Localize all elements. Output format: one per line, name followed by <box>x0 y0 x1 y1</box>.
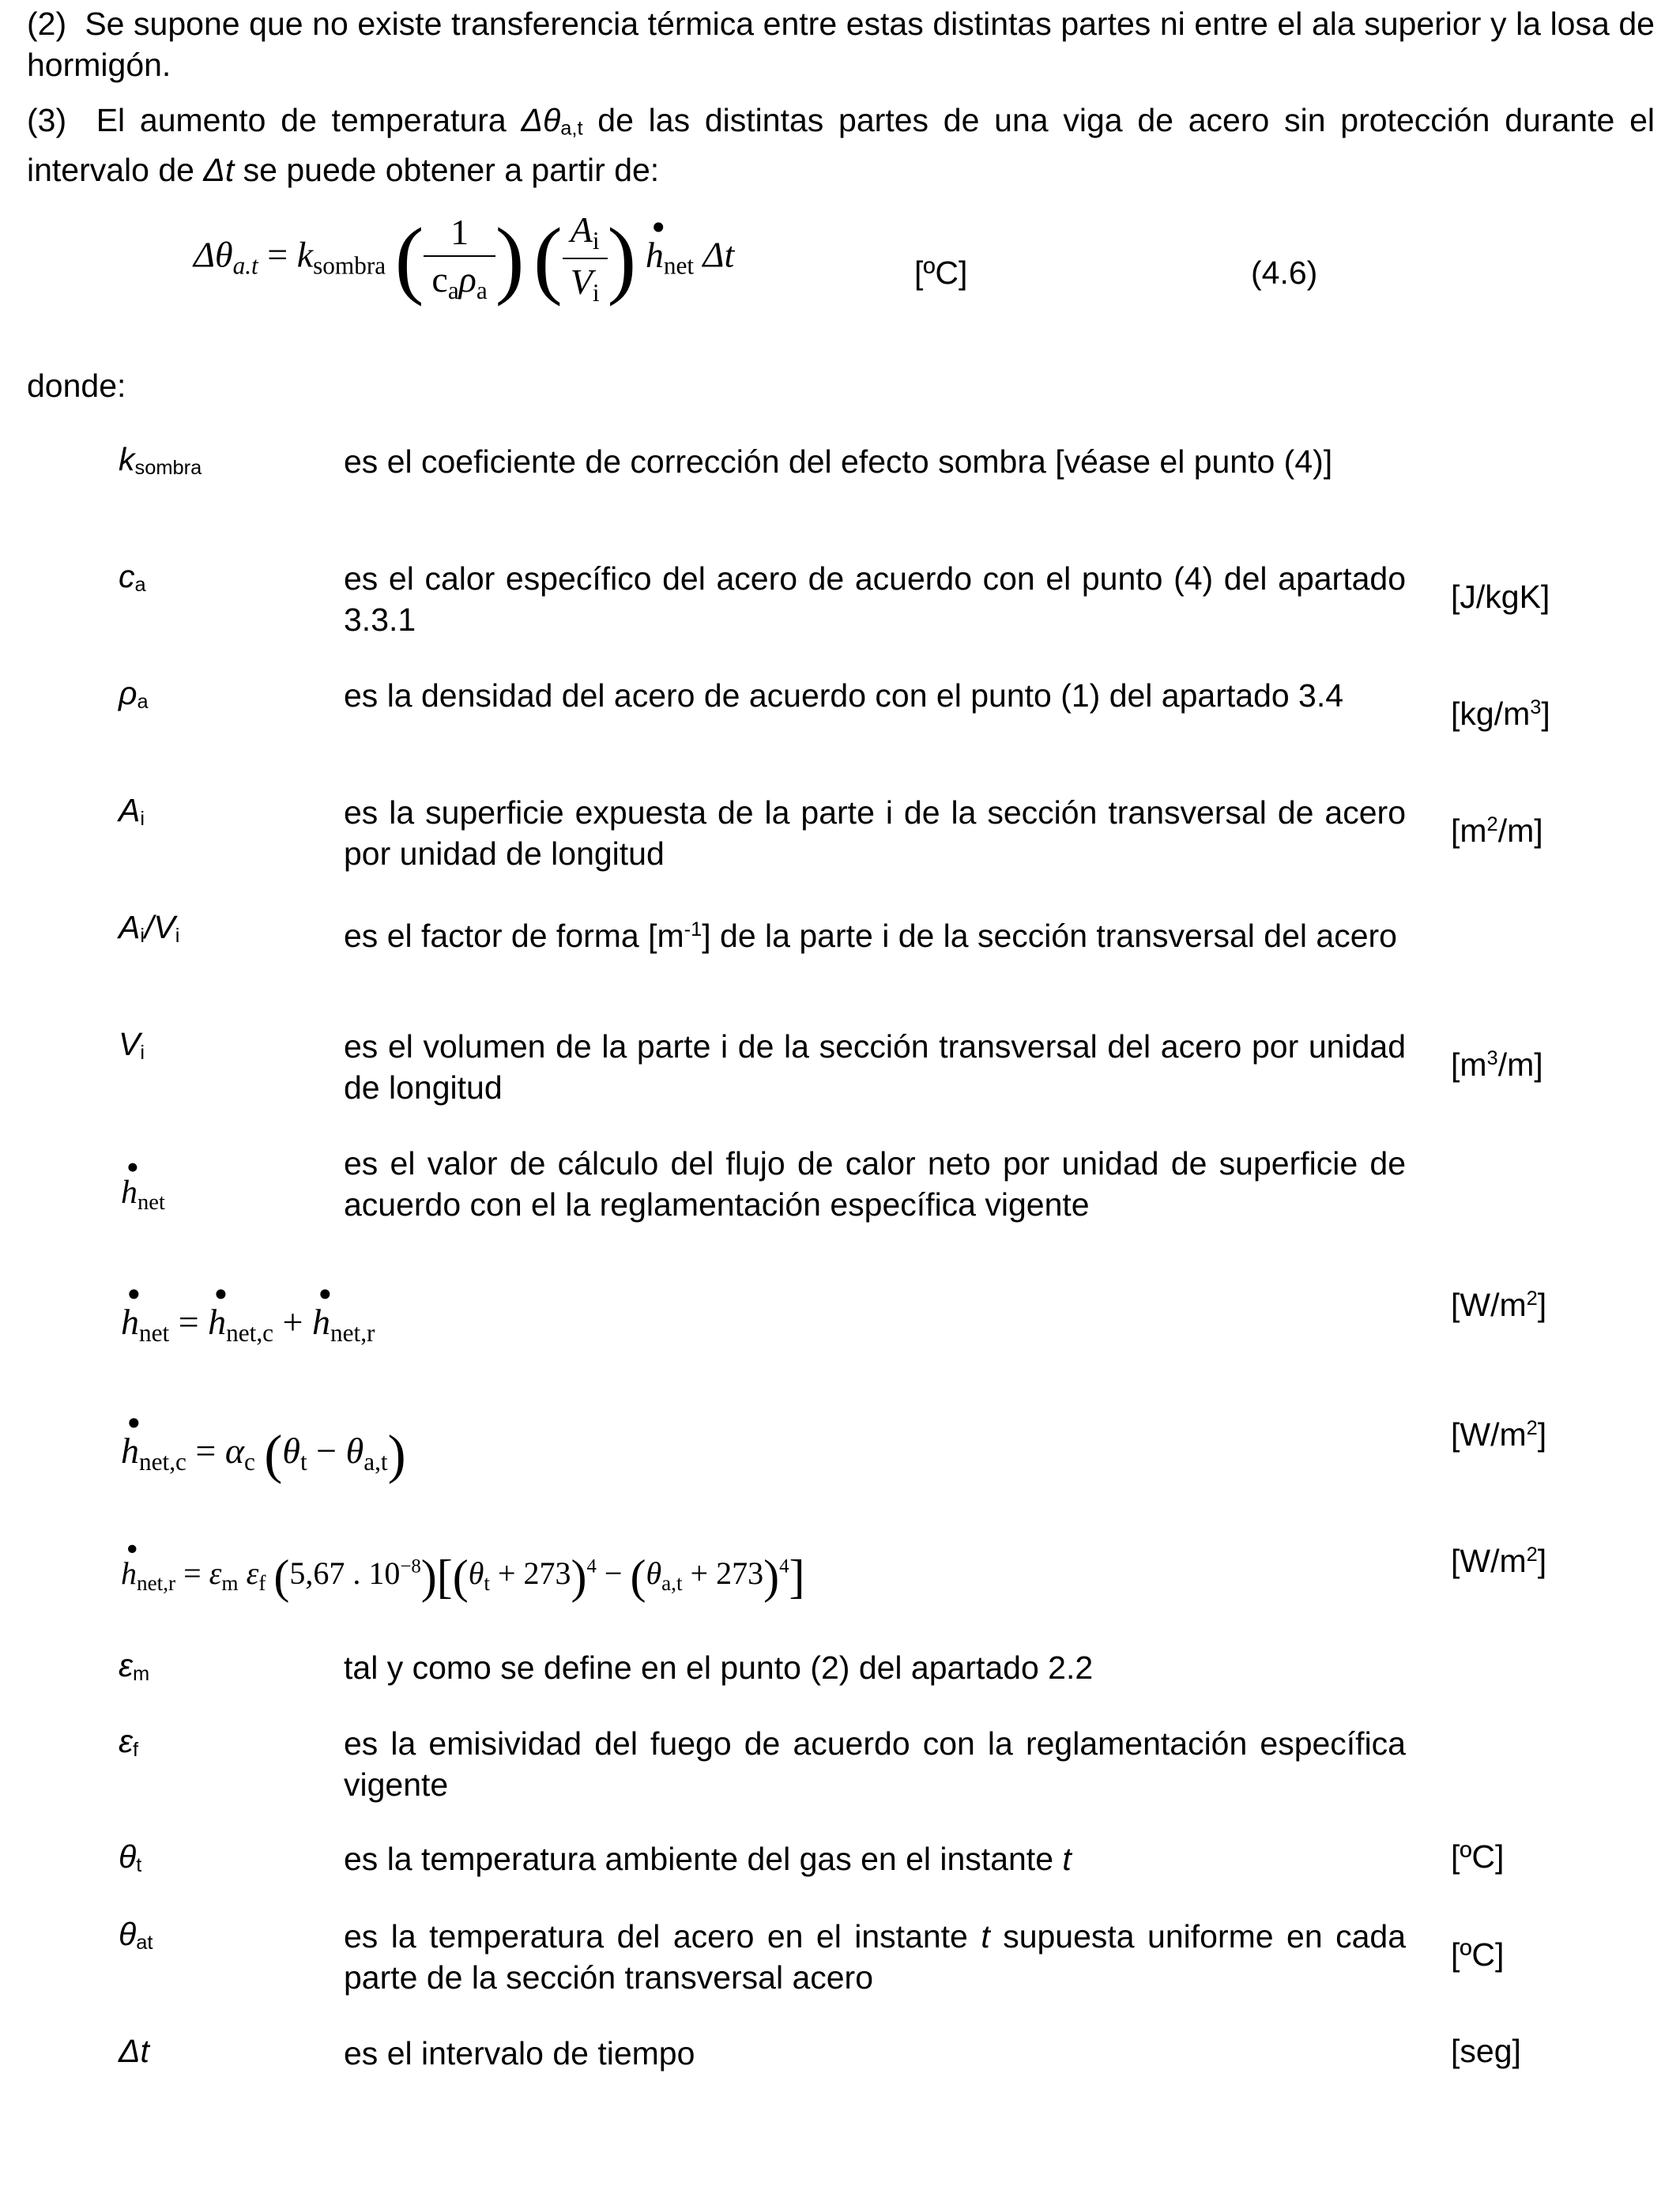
equation-4-6 <box>194 209 735 307</box>
unit-text: [W/m <box>1451 1287 1527 1323</box>
unit-h-net-c <box>1451 1416 1546 1453</box>
unit-end: /m] <box>1497 1046 1543 1083</box>
symbol-main: V <box>119 1026 141 1062</box>
fraction-a-over-v <box>563 209 608 307</box>
symbol-sub: f <box>133 1739 139 1762</box>
eq-alpha: α <box>224 1431 244 1472</box>
definition-text-b: ] de la parte i de la sección transversal del acero <box>702 917 1397 954</box>
open-paren: ( <box>273 1551 290 1603</box>
unit-end: /m] <box>1497 812 1543 849</box>
eq-theta: θ <box>282 1431 300 1472</box>
definition-theta-t <box>344 1838 1406 1879</box>
symbol-epsilon-m <box>119 1647 149 1686</box>
symbol-main: ε <box>119 1723 134 1759</box>
eq-h2-sub: net,r <box>330 1318 375 1347</box>
eq-c-sub: a <box>447 276 459 304</box>
equation-unit: [ºC] <box>914 254 968 291</box>
definition-sup: -1 <box>684 918 703 941</box>
symbol-main: A <box>119 909 141 945</box>
close-paren: ) <box>607 209 637 307</box>
eq-equals: = <box>169 1302 209 1342</box>
unit-rho-a <box>1451 696 1550 733</box>
eq-equals: = <box>186 1431 225 1472</box>
symbol-sub: t <box>136 1854 142 1877</box>
unit-end: ] <box>1537 1287 1547 1323</box>
eq-theta2: θ <box>646 1555 662 1592</box>
eq-alpha-sub: c <box>244 1447 255 1476</box>
paragraph-2 <box>27 3 1655 85</box>
definition-text-a: es la temperatura del acero en el instante <box>344 1918 981 1955</box>
unit-delta-t: [seg] <box>1451 2033 1521 2069</box>
unit-text: [W/m <box>1451 1416 1527 1453</box>
definition-a-over-v <box>344 909 1406 956</box>
symbol-sub: sombra <box>134 457 202 480</box>
eq-h-sub: net,c <box>139 1447 186 1476</box>
symbol-k-sombra <box>119 441 202 480</box>
symbol-rho-a <box>119 675 149 714</box>
delta-t-symbol: Δt <box>203 151 235 188</box>
unit-sup: 3 <box>1530 696 1542 719</box>
eq-v: V <box>570 262 593 303</box>
eq-epsilon-m-sub: m <box>221 1570 239 1595</box>
eq-plus-273: + 273 <box>682 1555 764 1592</box>
eq-theta-sub: t <box>484 1570 490 1595</box>
eq-epsilon-f-sub: f <box>258 1570 266 1595</box>
eq-plus-273: + 273 <box>489 1555 571 1592</box>
eq-lhs: Δθ <box>194 234 233 275</box>
symbol-sub: net <box>137 1189 165 1215</box>
close-bracket: ] <box>789 1551 805 1603</box>
eq-h1-sub: net,c <box>226 1318 274 1347</box>
symbol-c-a <box>119 558 146 597</box>
symbol-sub: i <box>140 1042 145 1065</box>
unit-text: [m <box>1451 812 1487 849</box>
definition-italic: t <box>1062 1841 1072 1877</box>
definition-c-a: es el calor específico del acero de acuerdo con el punto (4) del apartado 3.3.1 <box>344 560 1406 638</box>
eq-h2: • h <box>312 1304 330 1340</box>
paragraph-text-c: se puede obtener a partir de: <box>234 151 660 188</box>
eq-k-sub: sombra <box>313 251 386 280</box>
eq-v-sub: i <box>592 278 600 307</box>
symbol-main: θ <box>119 1916 137 1952</box>
unit-end: ] <box>1537 1543 1547 1579</box>
equation-h-net <box>121 1304 375 1345</box>
eq-theta2: θ <box>345 1431 364 1472</box>
equation-number: (4.6) <box>1251 254 1318 291</box>
eq-theta: θ <box>468 1555 484 1592</box>
eq-c: c <box>431 259 448 300</box>
close-paren: ) <box>387 1424 406 1484</box>
eq-k: k <box>296 234 314 275</box>
symbol-epsilon-f <box>119 1723 138 1762</box>
symbol-theta-at <box>119 1916 153 1955</box>
open-paren: ( <box>630 1551 646 1603</box>
symbol-sub-2: i <box>175 925 180 948</box>
eq-h-sub: net <box>139 1318 170 1347</box>
donde-label: donde: <box>27 368 126 404</box>
unit-end: ] <box>1541 696 1550 732</box>
eq-minus: − <box>307 1431 346 1472</box>
unit-c-a: [J/kgK] <box>1451 579 1550 615</box>
eq-exponent-4: 4 <box>779 1555 789 1578</box>
paragraph-3 <box>27 100 1655 190</box>
definition-rho-a: es la densidad del acero de acuerdo con el punto (1) del apartado 3.4 <box>344 677 1344 714</box>
open-bracket: [ <box>436 1551 453 1603</box>
symbol-main-2: /V <box>145 909 175 945</box>
eq-h-sub: net,r <box>137 1570 176 1595</box>
symbol-main: θ <box>119 1838 137 1875</box>
eq-h-dot: • h <box>646 237 664 273</box>
definition-v-i: es el volumen de la parte i de la sección transversal del acero por unidad de longitud <box>344 1028 1406 1106</box>
eq-theta2-sub: a,t <box>363 1447 388 1476</box>
fraction-denominator <box>424 257 495 303</box>
symbol-main: A <box>119 792 141 828</box>
unit-theta-at: [ºC] <box>1451 1936 1505 1973</box>
fraction-numerator <box>563 209 608 259</box>
open-paren: ( <box>452 1551 469 1603</box>
paragraph-number: (3) <box>27 102 67 138</box>
eq-equals: = <box>258 234 297 275</box>
eq-lhs-sub: a.t <box>232 251 258 280</box>
definition-italic: t <box>981 1918 990 1955</box>
paragraph-text-b: de las distintas partes de una viga de acero sin protección durante el intervalo de <box>27 102 1655 188</box>
definition-h-net: es el valor de cálculo del flujo de calor neto por unidad de superficie de acuerdo con el la reglamentación específica vigente <box>344 1145 1406 1223</box>
close-paren: ) <box>420 1551 437 1603</box>
unit-text: [m <box>1451 1046 1487 1083</box>
unit-v-i <box>1451 1046 1543 1084</box>
unit-text: [W/m <box>1451 1543 1527 1579</box>
definition-a-i: es la superficie expuesta de la parte i de la sección transversal de acero por unidad de longitud <box>344 794 1406 872</box>
eq-a: A <box>570 209 593 250</box>
symbol-sub: a <box>137 691 149 714</box>
paragraph-number: (2) <box>27 6 67 42</box>
eq-h: • h <box>121 1304 139 1340</box>
unit-sup: 2 <box>1526 1544 1538 1566</box>
symbol-main: ρ <box>119 675 137 711</box>
fraction-denominator <box>563 259 608 305</box>
eq-exponent-4: 4 <box>586 1555 597 1578</box>
eq-a-sub: i <box>592 226 600 254</box>
definition-delta-t: es el intervalo de tiempo <box>344 2035 695 2071</box>
eq-constant-exp: −8 <box>400 1555 421 1578</box>
definition-k-sombra: es el coeficiente de corrección del efecto sombra [véase el punto (4)] <box>344 443 1333 480</box>
eq-theta-sub: t <box>299 1447 307 1476</box>
symbol-main: k <box>119 441 135 477</box>
symbol-theta-t <box>119 1838 141 1877</box>
symbol-a-i <box>119 792 145 831</box>
open-paren: ( <box>264 1424 283 1484</box>
eq-h: • h <box>121 1433 139 1469</box>
definition-text-a: es el factor de forma [m <box>344 917 684 954</box>
symbol-h-net <box>121 1176 165 1215</box>
symbol-v-i <box>119 1026 145 1065</box>
definition-theta-at <box>344 1916 1406 1998</box>
close-paren: ) <box>763 1551 780 1603</box>
symbol-sub: i <box>140 925 145 948</box>
definition-text-a: es la temperatura ambiente del gas en el instante <box>344 1841 1063 1877</box>
eq-epsilon-f: ε <box>246 1555 259 1592</box>
unit-text: [kg/m <box>1451 696 1531 732</box>
delta-theta-symbol: Δθ <box>521 102 561 138</box>
symbol-sub: a <box>134 574 146 597</box>
eq-equals: = <box>175 1555 209 1592</box>
symbol-main: c <box>119 558 135 594</box>
eq-theta2-sub: a,t <box>661 1570 683 1595</box>
eq-epsilon-m: ε <box>209 1555 222 1592</box>
symbol-sub: m <box>133 1663 150 1686</box>
symbol-sub: at <box>136 1932 153 1955</box>
unit-sup: 2 <box>1526 1287 1538 1310</box>
symbol-main: • h <box>121 1176 137 1209</box>
unit-h-net <box>1451 1287 1546 1324</box>
close-paren: ) <box>495 209 525 307</box>
eq-minus: − <box>596 1555 631 1592</box>
close-paren: ) <box>571 1551 587 1603</box>
unit-a-i <box>1451 812 1543 850</box>
fraction-numerator: 1 <box>424 214 495 257</box>
equation-h-net-r <box>121 1551 805 1603</box>
symbol-main: ε <box>119 1647 134 1683</box>
symbol-sub: i <box>140 808 145 831</box>
unit-sup: 3 <box>1486 1047 1498 1070</box>
symbol-delta-t <box>119 2033 149 2071</box>
unit-sup: 2 <box>1526 1417 1538 1440</box>
delta-theta-subscript: a,t <box>560 117 583 140</box>
open-paren: ( <box>394 209 424 307</box>
unit-end: ] <box>1537 1416 1547 1453</box>
definition-epsilon-m: tal y como se define en el punto (2) del apartado 2.2 <box>344 1649 1094 1686</box>
eq-h: • h <box>121 1558 137 1589</box>
paragraph-text: Se supone que no existe transferencia térmica entre estas distintas partes ni entre el ala superior y la losa de hormigón. <box>27 6 1655 83</box>
eq-rho-sub: a <box>476 276 488 304</box>
eq-plus: + <box>273 1302 312 1342</box>
fraction-one-over-c-rho <box>424 214 495 303</box>
symbol-main: Δt <box>119 2033 149 2069</box>
eq-delta-t: Δt <box>703 234 735 275</box>
unit-h-net-r <box>1451 1543 1546 1580</box>
open-paren: ( <box>533 209 563 307</box>
eq-rho: ρ <box>458 259 477 300</box>
eq-h-sub: net <box>663 251 695 280</box>
eq-h1: • h <box>208 1304 226 1340</box>
unit-sup: 2 <box>1486 813 1498 836</box>
paragraph-text-a: El aumento de temperatura <box>96 102 522 138</box>
eq-constant: 5,67 . 10 <box>289 1555 401 1592</box>
definition-text-b: supuesta uniforme en cada parte de la sección transversal acero <box>344 1918 1406 1996</box>
unit-theta-t: [ºC] <box>1451 1838 1505 1875</box>
equation-h-net-c <box>121 1424 406 1484</box>
definition-epsilon-f: es la emisividad del fuego de acuerdo con la reglamentación específica vigente <box>344 1725 1406 1803</box>
symbol-a-over-v <box>119 909 179 948</box>
